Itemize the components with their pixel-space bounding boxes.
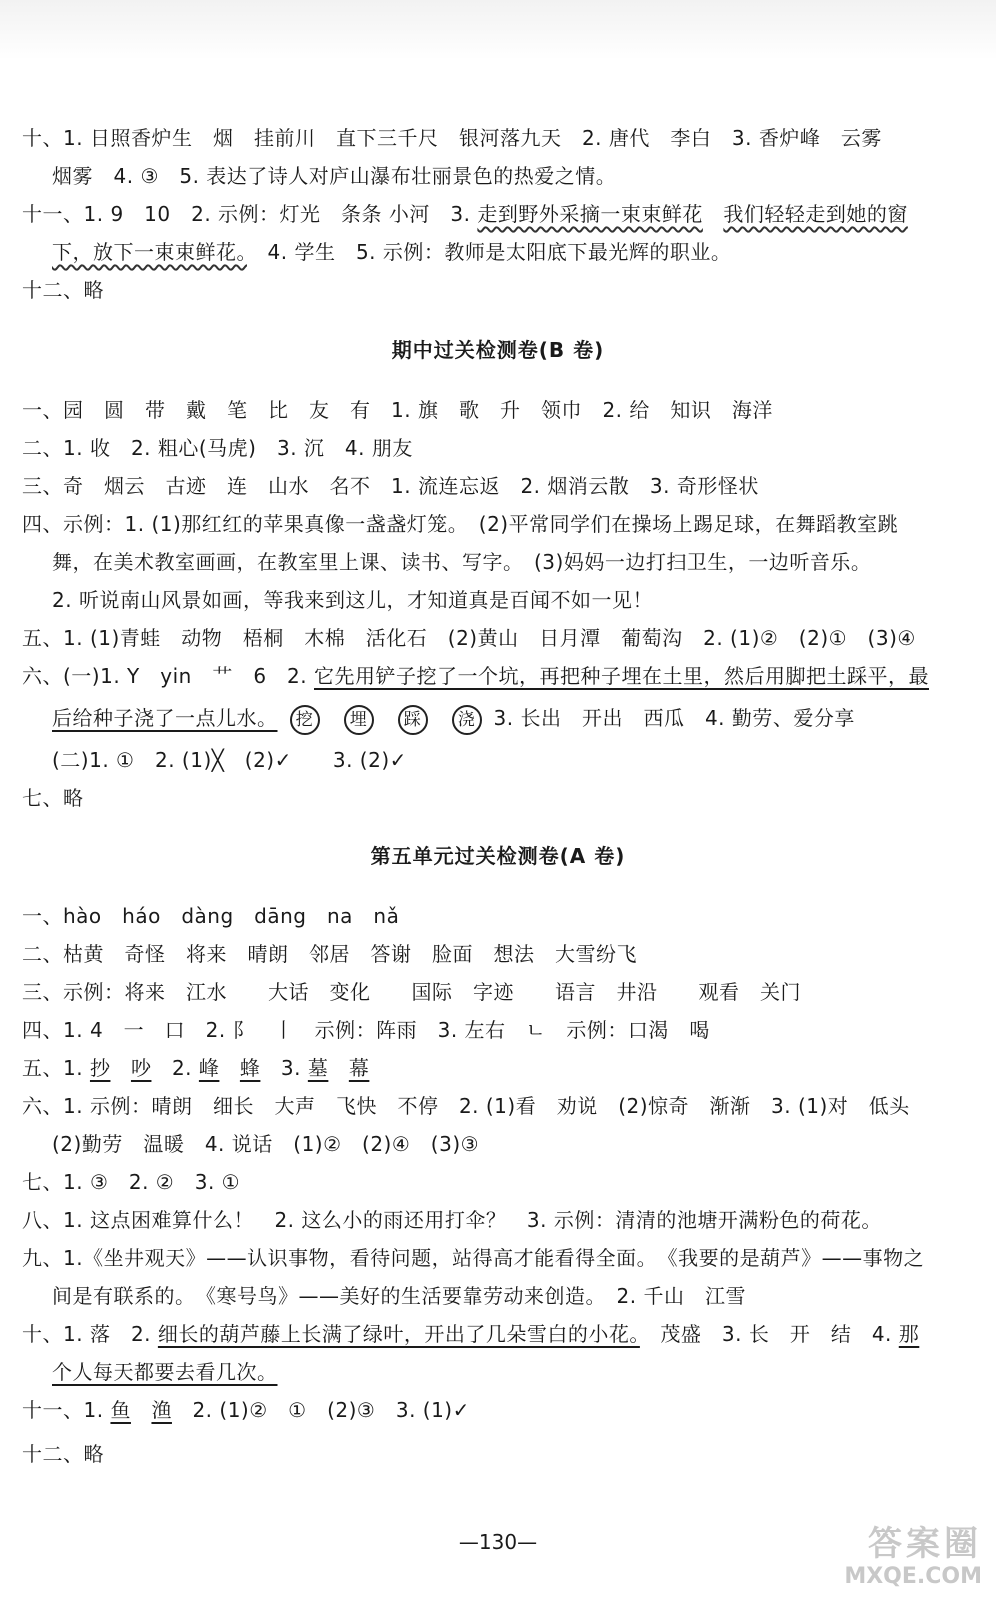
- section-title-unit5-a: 第五单元过关检测卷(A 卷): [370, 844, 626, 868]
- answer-line-a9: 八、1. 这点困难算什么！ 2. 这么小的雨还用打伞？ 3. 示例：清清的池塘开满粉色的荷花。: [22, 1208, 882, 1232]
- circled-char: 踩: [398, 705, 428, 735]
- underlined-answer: 抄: [89, 1056, 111, 1080]
- watermark-top: 答案圈: [868, 1524, 982, 1564]
- underlined-answer: 那: [898, 1322, 920, 1346]
- answer-line-a6: 六、1. 示例：晴朗 细长 大声 飞快 不停 2. (1)看 劝说 (2)惊奇 渐渐 3. (1)对 低头: [22, 1094, 910, 1118]
- answer-line-11-cont: [52, 235, 731, 269]
- answer-line-b9: [52, 701, 855, 735]
- answer-text: 2.: [171, 1056, 199, 1080]
- answer-line-b8: [22, 659, 929, 693]
- answer-line-a10: 九、1.《坐井观天》——认识事物，看待问题，站得高才能看得全面。 《我要的是葫芦》——事物之: [22, 1246, 925, 1270]
- circled-char: 浇: [452, 705, 482, 735]
- wavy-underlined-answer: 我们轻轻走到她的窗: [723, 202, 908, 226]
- underlined-answer: 蜂: [239, 1056, 261, 1080]
- answer-text: 2. (1)② ① (2)③ 3. (1)✓: [171, 1398, 470, 1422]
- answer-line-b2: 二、1. 收 2. 粗心(马虎) 3. 沉 4. 朋友: [22, 436, 413, 460]
- answer-text: 十、1. 落 2.: [22, 1322, 158, 1346]
- answer-line-b7: 五、1. (1)青蛙 动物 梧桐 木棉 活化石 (2)黄山 日月潭 葡萄沟 2. (1)② (2)① (3)④: [22, 626, 916, 650]
- answer-line-b1: 一、园 圆 带 戴 笔 比 友 有 1. 旗 歌 升 领巾 2. 给 知识 海洋: [22, 398, 773, 422]
- answer-line-a11: 间是有联系的。 《寒号鸟》——美好的生活要靠劳动来创造。 2. 千山 江雪: [52, 1284, 746, 1308]
- circled-char: 埋: [344, 705, 374, 735]
- watermark-bottom: MXQE.COM: [844, 1564, 982, 1589]
- section-title-midterm-b: 期中过关检测卷(B 卷): [391, 338, 605, 362]
- underlined-answer: 渔: [151, 1398, 172, 1422]
- answer-text: 3. 长出 开出 西瓜 4. 勤劳、爱分享: [493, 706, 855, 730]
- answer-line-a5: [22, 1051, 369, 1085]
- answer-line-b6: 2. 听说南山风景如画，等我来到这儿，才知道真是百闻不如一见！: [52, 588, 653, 612]
- answer-line-b3: 三、奇 烟云 古迹 连 山水 名不 1. 流连忘返 2. 烟消云散 3. 奇形怪状: [22, 474, 759, 498]
- answer-line-11: [22, 197, 908, 231]
- answer-line-b10: (二)1. ① 2. (1)╳ (2)✓ 3. (2)✓: [52, 748, 407, 772]
- answer-line-b4: 四、示例：1. (1)那红红的苹果真像一盏盏灯笼。 (2)平常同学们在操场上踢足球，在舞蹈教室跳: [22, 512, 899, 536]
- underlined-answer: 鱼: [110, 1398, 131, 1422]
- underlined-answer: 幕: [348, 1056, 370, 1080]
- wavy-underlined-answer: 走到野外采摘一束束鲜花: [477, 202, 703, 226]
- answer-line-a12: [22, 1317, 919, 1351]
- answer-line-a15: 十二、略: [22, 1442, 104, 1466]
- wavy-underlined-answer: 下，放下一束束鲜花。: [52, 240, 247, 264]
- answer-text: 五、1.: [22, 1056, 90, 1080]
- answer-line-b11: 七、略: [22, 786, 84, 810]
- underlined-answer: 它先用铲子挖了一个坑，再把种子埋在土里，然后用脚把土踩平，最: [314, 664, 929, 688]
- scan-top-shadow: [0, 0, 996, 60]
- answer-text: 茂盛 3. 长 开 结 4.: [639, 1322, 899, 1346]
- underlined-answer: 吵: [130, 1056, 152, 1080]
- answer-text: 3.: [280, 1056, 308, 1080]
- answer-line-a7: (2)勤劳 温暖 4. 说话 (1)② (2)④ (3)③: [52, 1132, 480, 1156]
- underlined-answer: 峰: [198, 1056, 220, 1080]
- answer-text: 六、(一)1. Y yin 艹 6 2.: [22, 664, 314, 688]
- watermark: [844, 1524, 982, 1590]
- answer-line-a14: [22, 1393, 470, 1427]
- circled-char: 挖: [290, 705, 320, 735]
- page-number: —130—: [458, 1530, 538, 1554]
- answer-text: 十一、1. 9 10 2. 示例：灯光 条条 小河 3.: [22, 202, 478, 226]
- answer-line-10: 十、1. 日照香炉生 烟 挂前川 直下三千尺 银河落九天 2. 唐代 李白 3. 香炉峰 云雾: [22, 126, 882, 150]
- answer-text: 4. 学生 5. 示例：教师是太阳底下最光辉的职业。: [267, 240, 732, 264]
- underlined-answer: 个人每天都要去看几次。: [52, 1360, 278, 1384]
- answer-line-b5: 舞，在美术教室画画，在教室里上课、读书、写字。 (3)妈妈一边打扫卫生，一边听音乐。: [52, 550, 872, 574]
- underlined-answer: 墓: [307, 1056, 329, 1080]
- answer-line-a13: [52, 1355, 278, 1389]
- underlined-answer: 细长的葫芦藤上长满了绿叶，开出了几朵雪白的小花。: [157, 1322, 640, 1346]
- answer-line-a4: 四、1. 4 一 口 2. 阝 丨 示例：阵雨 3. 左右 ㄴ 示例：口渴 喝: [22, 1018, 710, 1042]
- answer-line-a3: 三、示例：将来 江水 大话 变化 国际 字迹 语言 井沿 观看 关门: [22, 980, 801, 1004]
- answer-line-a2: 二、枯黄 奇怪 将来 晴朗 邻居 答谢 脸面 想法 大雪纷飞: [22, 942, 637, 966]
- answer-line-a8: 七、1. ③ 2. ② 3. ①: [22, 1170, 241, 1194]
- answer-line-a1: 一、hào háo dàng dāng na nǎ: [22, 904, 400, 928]
- answer-line-10-cont: 烟雾 4. ③ 5. 表达了诗人对庐山瀑布壮丽景色的热爱之情。: [52, 164, 617, 188]
- underlined-answer: 后给种子浇了一点儿水。: [52, 706, 278, 730]
- answer-text: 十一、1.: [22, 1398, 111, 1422]
- answer-line-12: 十二、略: [22, 278, 104, 302]
